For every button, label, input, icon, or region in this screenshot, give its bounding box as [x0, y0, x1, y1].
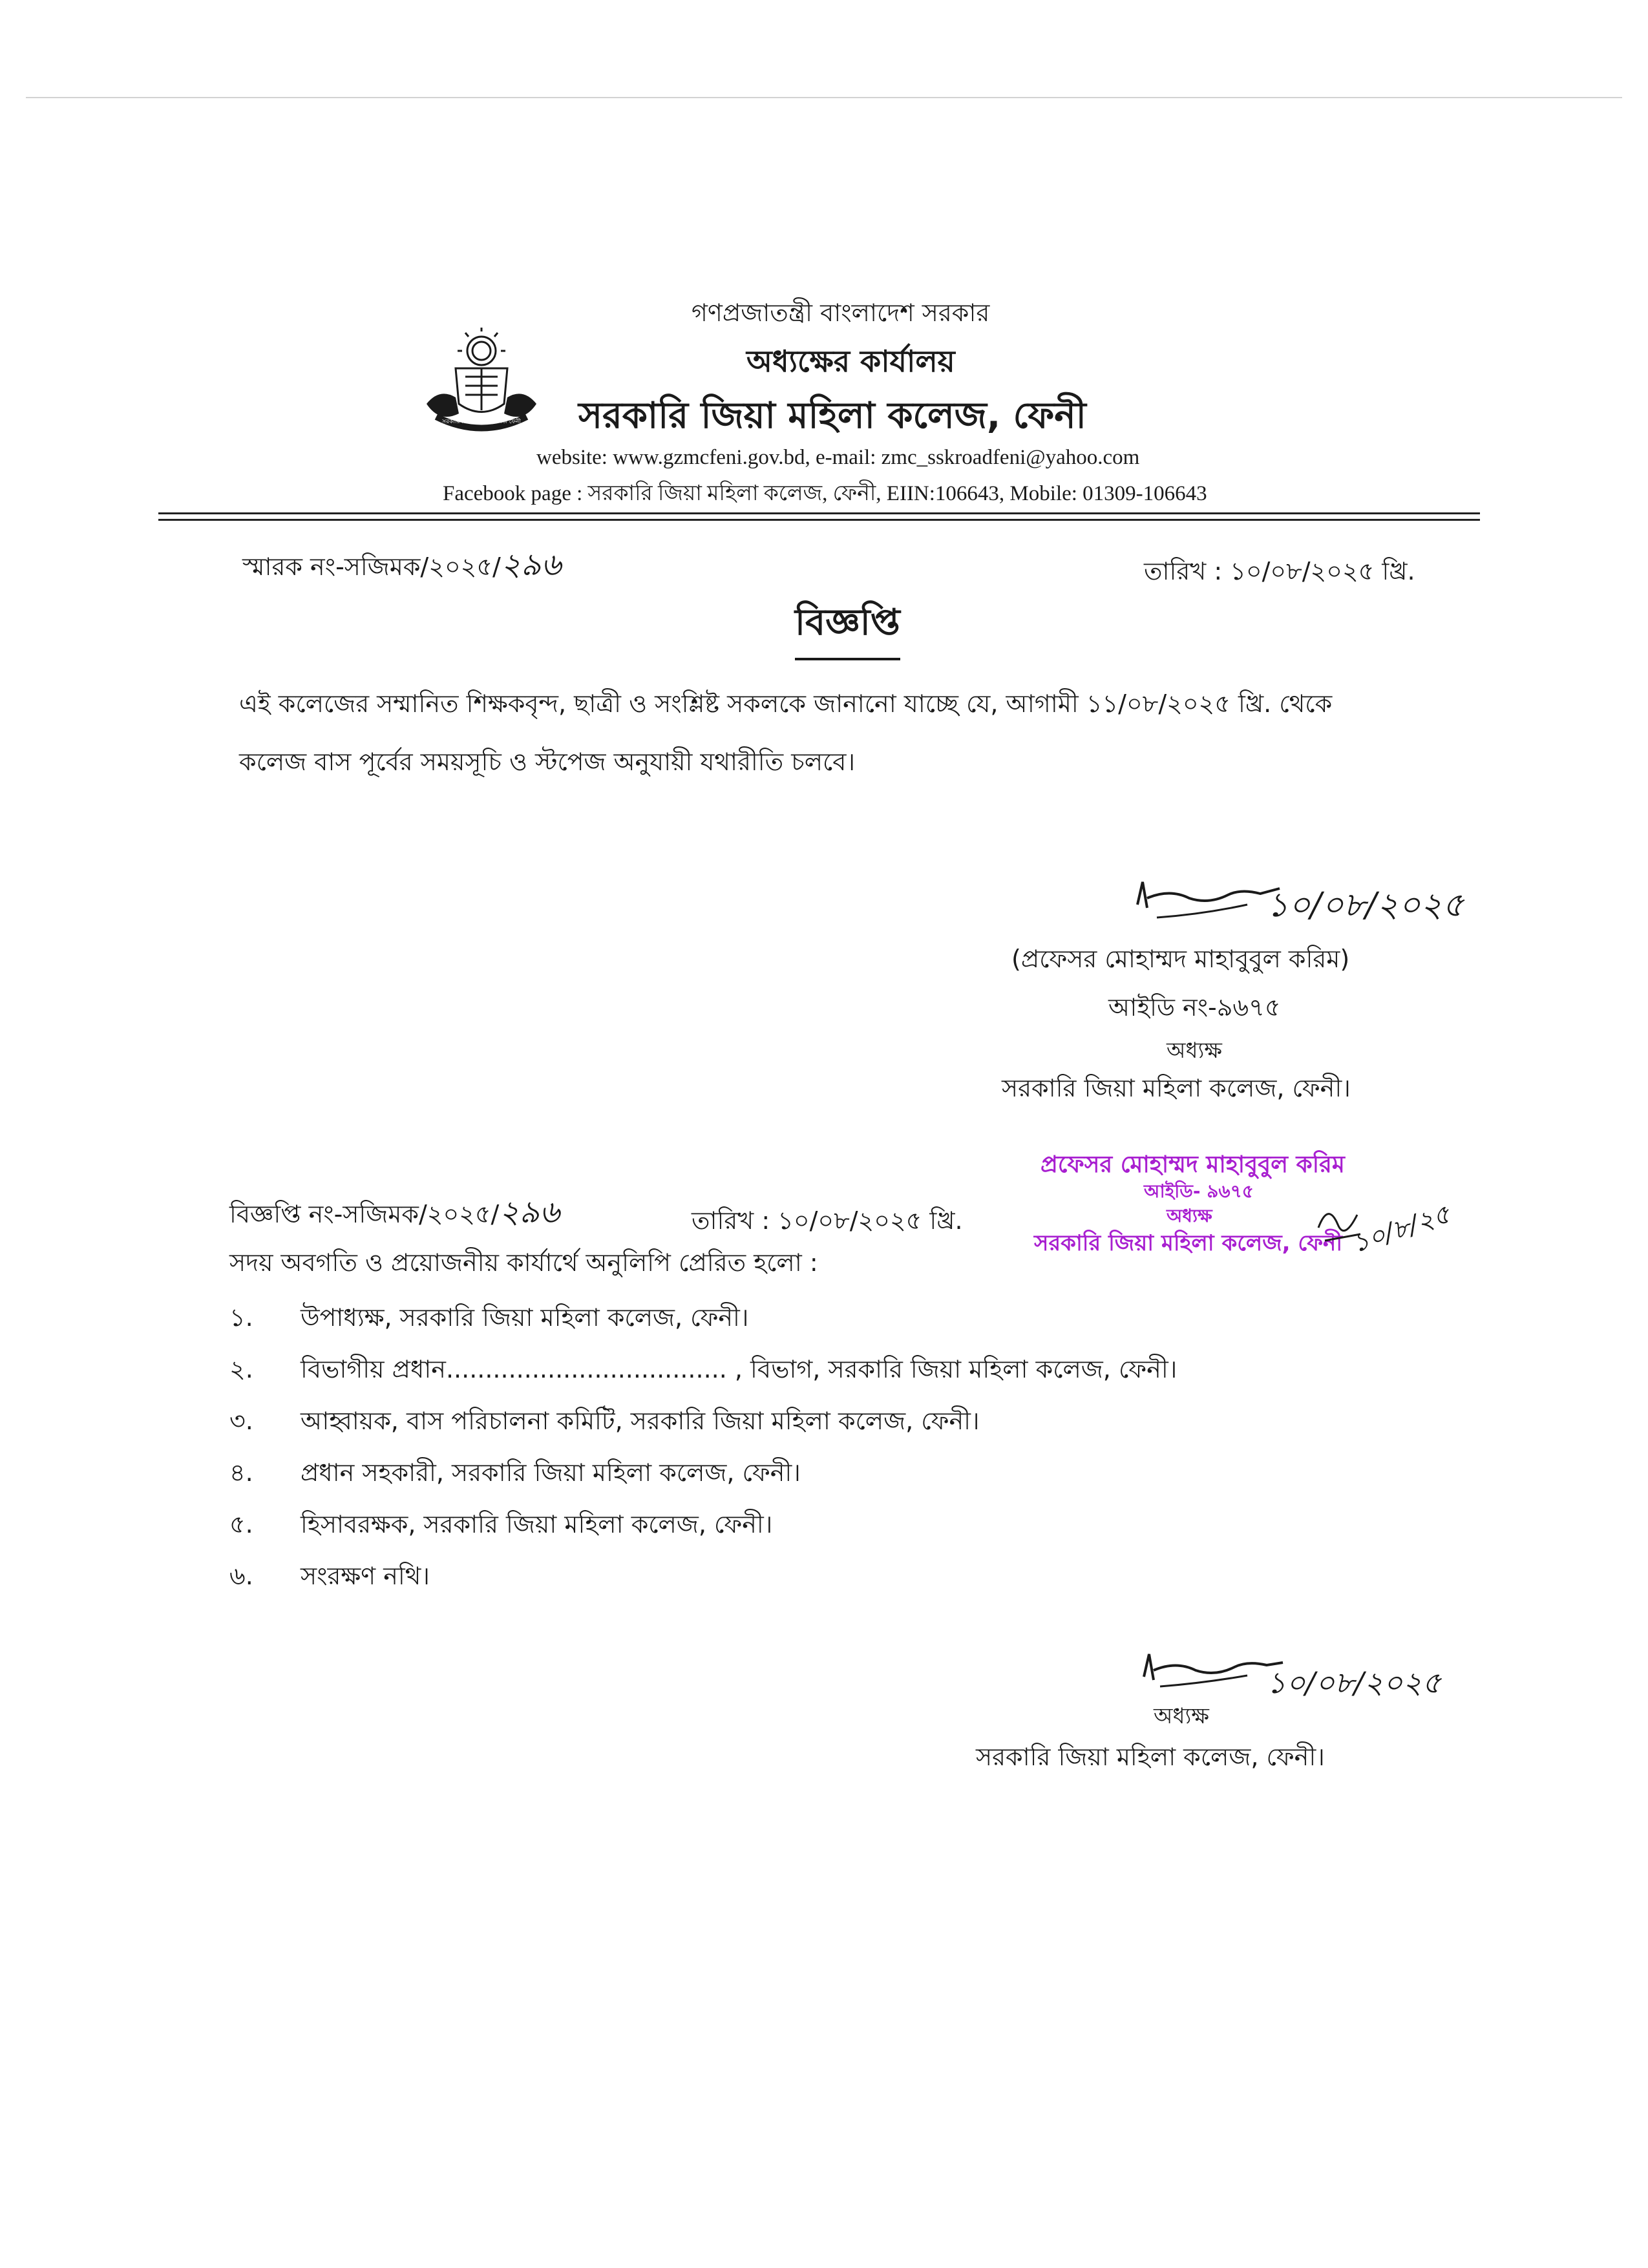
header-rule-bottom: [158, 519, 1480, 521]
stamp-role: অধ্যক্ষ: [1167, 1205, 1212, 1226]
office-title: অধ্যক্ষের কার্যালয়: [746, 344, 955, 379]
signer-id: আইডি নং-৯৬৭৫: [1108, 993, 1281, 1022]
list-item-number: ৩.: [229, 1407, 253, 1435]
stamp-college: সরকারি জিয়া মহিলা কলেজ, ফেনী: [1034, 1230, 1343, 1256]
list-item-text: আহ্বায়ক, বাস পরিচালনা কমিটি, সরকারি জিয়া মহিলা কলেজ, ফেনী।: [301, 1407, 980, 1435]
list-item-text: সংরক্ষণ নথি।: [301, 1562, 430, 1590]
notice-body-line-2: কলেজ বাস পূর্বের সময়সূচি ও স্টপেজ অনুযায়ী যথারীতি চলবে।: [239, 748, 856, 776]
memo-number-handwritten: ২৯৬: [500, 547, 562, 583]
memo-number: [242, 541, 561, 593]
list-item-number: ১.: [229, 1303, 253, 1332]
list-item-text: প্রধান সহকারী, সরকারি জিয়া মহিলা কলেজ, ফেনী।: [301, 1458, 801, 1487]
copy-intro: সদয় অবগতি ও প্রয়োজনীয় কার্যার্থে অনুলিপি প্রেরিত হলো :: [229, 1248, 818, 1277]
list-item-number: ৫.: [229, 1510, 253, 1538]
list-item-number: ৪.: [229, 1458, 253, 1487]
copy-number-prefix: বিজ্ঞপ্তি নং-সজিমক/২০২৫/: [229, 1200, 500, 1228]
stamp-date: ১০/৮/২৫: [1348, 1199, 1454, 1259]
signer-name: (প্রফেসর মোহাম্মদ মাহাবুবুল করিম): [1011, 945, 1350, 973]
copy-date: তারিখ : ১০/০৮/২০২৫ খ্রি.: [692, 1206, 963, 1235]
stamp-name: প্রফেসর মোহাম্মদ মাহাবুবুল করিম: [1041, 1151, 1345, 1178]
signer-2-role: অধ্যক্ষ: [1154, 1703, 1209, 1729]
top-border-line: [26, 97, 1622, 98]
stamp-id: আইডি- ৯৬৭৫: [1144, 1181, 1254, 1202]
government-title: গণপ্রজাতন্ত্রী বাংলাদেশ সরকার: [692, 299, 990, 327]
signer-role: অধ্যক্ষ: [1167, 1038, 1222, 1064]
signature-1-date: ১০/০৮/২০২৫: [1267, 886, 1464, 925]
college-logo: [420, 326, 543, 433]
signer-college: সরকারি জিয়া মহিলা কলেজ, ফেনী।: [1002, 1074, 1351, 1102]
memo-date: তারিখ : ১০/০৮/২০২৫ খ্রি.: [1144, 557, 1415, 585]
memo-number-prefix: স্মারক নং-সজিমক/২০২৫/: [242, 552, 501, 581]
notice-body-line-1: এই কলেজের সম্মানিত শিক্ষকবৃন্দ, ছাত্রী ও সংশ্লিষ্ট সকলকে জানানো যাচ্ছে যে, আগামী ১১/০৮/২০২৫ খ্রি. থেকে: [239, 689, 1333, 718]
signer-2-college: সরকারি জিয়া মহিলা কলেজ, ফেনী।: [976, 1743, 1325, 1771]
signature-2-date: ১০/০৮/২০২৫: [1267, 1665, 1442, 1700]
college-title: সরকারি জিয়া মহিলা কলেজ, ফেনী: [578, 395, 1086, 437]
facebook-line: Facebook page : সরকারি জিয়া মহিলা কলেজ, ফেনী, EIIN:106643, Mobile: 01309-106643: [443, 482, 1207, 505]
website-email-line: website: www.gzmcfeni.gov.bd, e-mail: zmc_sskroadfeni@yahoo.com: [536, 446, 1140, 469]
copy-number: [229, 1189, 560, 1240]
notice-title: বিজ্ঞপ্তি: [795, 594, 900, 660]
logo-ribbon-text: সরকারি জিয়া মহিলা কলেজ ফেনী: [442, 419, 521, 425]
list-item-text: বিভাগীয় প্রধান.................................... , বিভাগ, সরকারি জিয়া মহিলা কলেজ, ফেনী।: [301, 1355, 1178, 1383]
header-rule-top: [158, 512, 1480, 514]
copy-number-handwritten: ২৯৬: [499, 1194, 560, 1230]
list-item-number: ২.: [229, 1355, 253, 1383]
list-item-text: হিসাবরক্ষক, সরকারি জিয়া মহিলা কলেজ, ফেনী।: [301, 1510, 773, 1538]
list-item-text: উপাধ্যক্ষ, সরকারি জিয়া মহিলা কলেজ, ফেনী।: [301, 1303, 749, 1332]
list-item-number: ৬.: [229, 1562, 253, 1590]
